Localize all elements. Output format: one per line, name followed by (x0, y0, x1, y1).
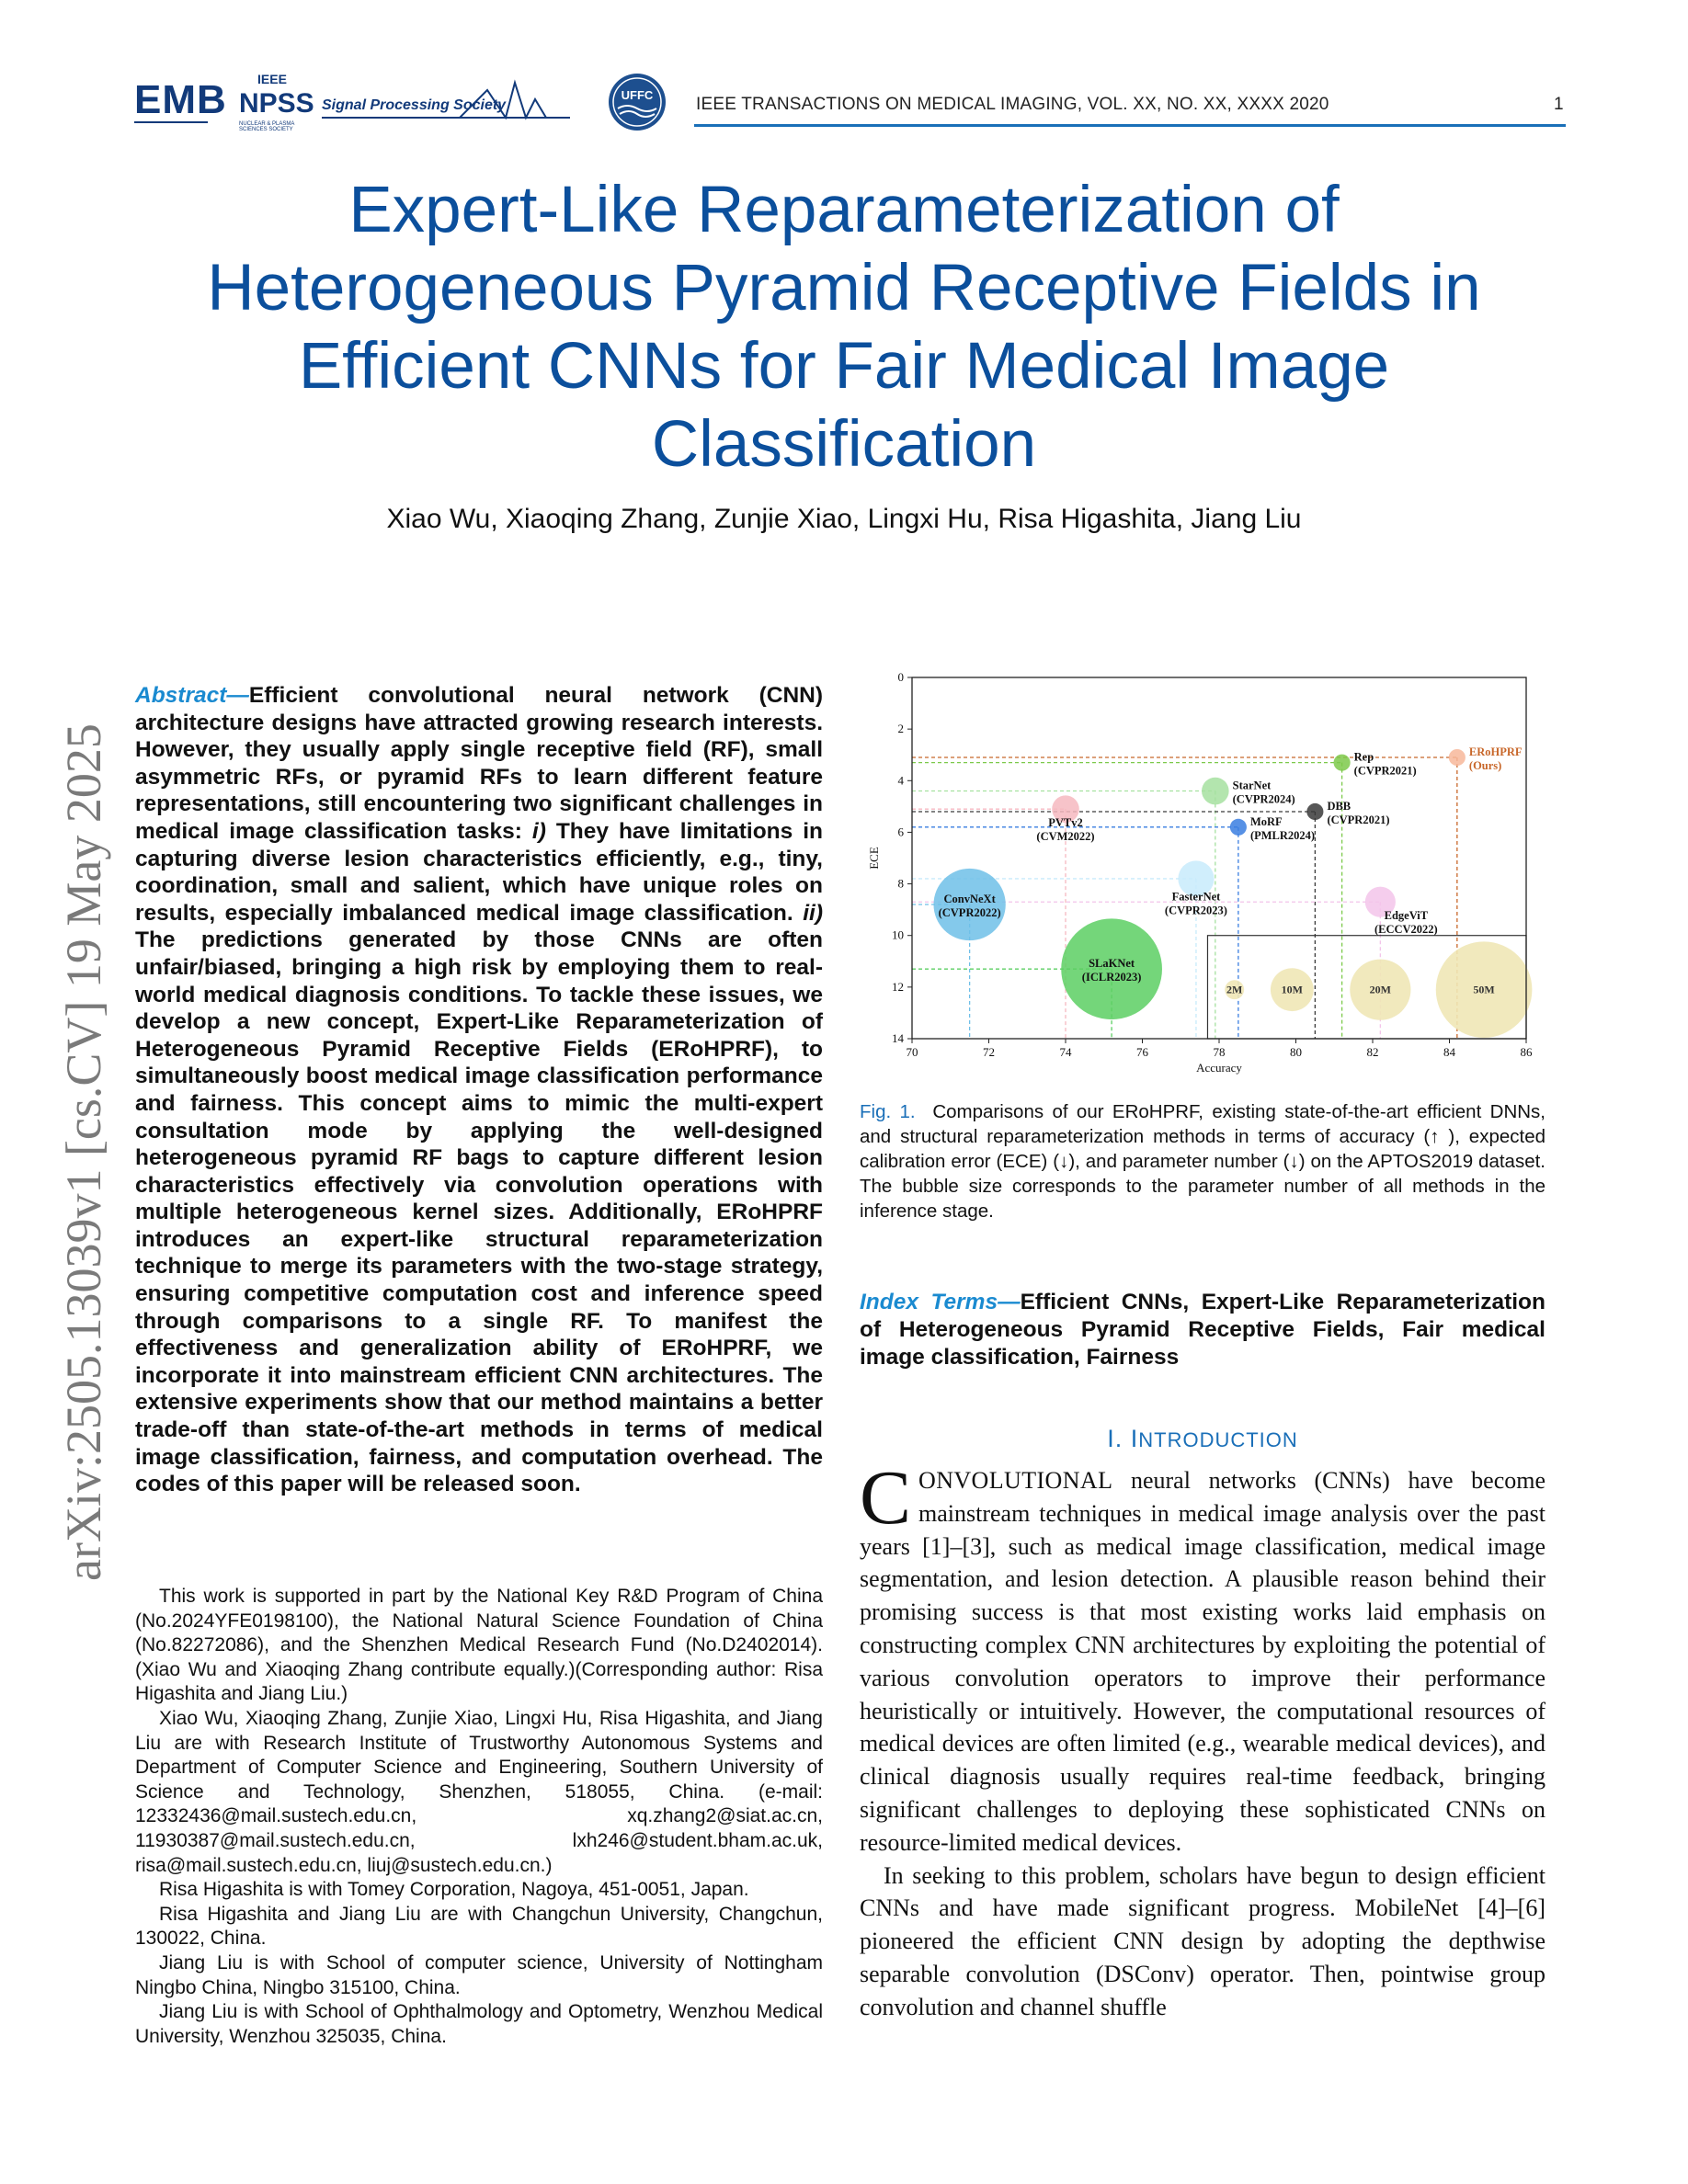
y-axis-label: ECE (867, 847, 881, 870)
intro-paragraph (860, 1455, 1545, 1860)
y-tick-label: 14 (892, 1031, 904, 1045)
x-tick-label: 84 (1443, 1045, 1455, 1059)
footnote: Jiang Liu is with School of Ophthalmology and Optometry, Wenzhou Medical University, Wenzhou 325035, China. (135, 2001, 823, 2047)
method-venue-label: (ECCV2022) (1374, 922, 1438, 936)
x-tick-label: 72 (983, 1045, 995, 1059)
section-title-rest: NTRODUCTION (1138, 1428, 1298, 1451)
x-tick-label: 70 (906, 1045, 918, 1059)
ieee-wordmark: IEEE (257, 72, 287, 86)
intro-para-1: neural networks (CNNs) have become mainstream techniques in medical image analysis over the past years [1]–[3], such as medical image classification, medical image segmentation, and lesion detection. A plausible reason behind their promising success is that most existing works laid emphasis on constructing complex CNN architectures by exploiting the potential of various convolution operators to improve their performance heuristically or intuitively. However, the computational resources of medical devices are often limited (e.g., wearable medical devices), and clinical diagnosis usually requires real-time feedback, bringing significant challenges to deploying these sophisticated CNNs on resource-limited medical devices. (860, 1467, 1545, 1856)
y-tick-label: 2 (897, 722, 904, 736)
paper-title: Expert-Like Reparameterization of Heterogeneous Pyramid Receptive Fields in Efficient CNNs for Fair Medical Image Classification (207, 174, 1481, 481)
header-logos (129, 64, 680, 138)
size-legend-label: 2M (1226, 983, 1243, 996)
author-list: Xiao Wu, Xiaoqing Zhang, Zunjie Xiao, Lingxi Hu, Risa Higashita, Jiang Liu (386, 504, 1302, 534)
abstract-marker-2: ii) (803, 900, 823, 926)
method-venue-label: (CVPR2023) (1164, 904, 1227, 917)
method-venue-label: (CVPR2021) (1327, 813, 1390, 826)
x-tick-label: 86 (1520, 1045, 1533, 1059)
footnotes (135, 1585, 823, 2049)
y-tick-label: 10 (892, 927, 904, 942)
method-name-label: EdgeViT (1384, 908, 1429, 922)
method-bubble (1202, 778, 1229, 805)
method-venue-label: (ICLR2023) (1081, 971, 1142, 984)
figure-caption-text: Comparisons of our ERoHPRF, existing state-of-the-art efficient DNNs, and structural reparameterization methods in terms of accuracy (↑ ), expected calibration error (ECE) (↓), and parameter number (↓) on the APTOS2019 dataset. The bubble size corresponds to the parameter number of all methods in the inference stage. (860, 1101, 1545, 1222)
drop-cap: C (860, 1455, 912, 1541)
bubbles (933, 745, 1522, 1019)
index-terms (860, 1289, 1545, 1371)
method-bubble (1449, 749, 1466, 766)
npss-subtitle: NUCLEAR & PLASMA SCIENCES SOCIETY (239, 121, 295, 132)
y-tick-label: 6 (897, 825, 904, 839)
method-bubble (1306, 803, 1323, 820)
npss-logo (239, 72, 314, 132)
abstract-text-3: The predictions generated by those CNNs are often unfair/biased, bringing a high risk by employing them to real-world medical diagnosis conditions. To tackle these issues, we develop a new concept, Expert-Like Reparameterization of Heterogeneous Pyramid Receptive Fields (ERoHPRF), to simultaneously boost medical image classification performance and fairness. This concept aims to mimic the multi-expert consultation mode by applying the well-designed heterogeneous pyramid RF bags to capture different lesion characteristics effectively via convolution operations with multiple heterogeneous kernel sizes. Additionally, ERoHPRF introduces an expert-like structural reparameterization technique to merge its parameters with the two-stage strategy, ensuring competitive computation cost and inference speed through comparisons to a single RF. To manifest the effectiveness and generalization ability of ERoHPRF, we incorporate it into mainstream efficient CNN architectures. The extensive experiments show that our method maintains a better trade-off than state-of-the-art methods in terms of medical image classification, fairness, and computation overhead. The codes of this paper will be released soon. (135, 927, 823, 1497)
method-venue-label: (CVM2022) (1036, 829, 1095, 843)
section-title-first: I (1130, 1425, 1139, 1452)
section-heading (860, 1425, 1545, 1453)
signal-processing-society-logo (322, 77, 588, 132)
method-name-label: PVTv2 (1048, 815, 1083, 829)
x-tick-label: 78 (1213, 1045, 1226, 1059)
index-terms-lead: Index Terms— (860, 1290, 1021, 1314)
method-venue-label: (CVPR2024) (1232, 792, 1295, 806)
method-name-label: DBB (1327, 799, 1352, 813)
abstract (135, 682, 823, 1498)
abstract-marker-1: i) (531, 818, 546, 844)
running-head: IEEE TRANSACTIONS ON MEDICAL IMAGING, VOL. XX, NO. XX, XXXX 2020 (696, 95, 1329, 114)
footnote: Xiao Wu, Xiaoqing Zhang, Zunjie Xiao, Lingxi Hu, Risa Higashita, and Jiang Liu are with Research Institute of Trustworthy Autonomous Systems and Department of Computer Science and Engineering, Southern University of Science and Technology, Shenzhen, 518055, China. (e-mail: 12332436@mail.sustech.edu.cn, xq.zhang2@siat.ac.cn, 11930387@mail.sustech.edu.cn, lxh246@student.bham.ac.uk, risa@mail.sustech.edu.cn, liuj@sustech.edu.cn.) (135, 1707, 823, 1876)
plot-frame (912, 677, 1526, 1039)
x-tick-label: 76 (1136, 1045, 1148, 1059)
header-rule (694, 124, 1566, 127)
x-tick-label: 74 (1059, 1045, 1072, 1059)
y-tick-label: 12 (892, 979, 904, 994)
method-name-label: Rep (1353, 750, 1374, 764)
emb-logo-underline (134, 121, 208, 127)
index-terms-text: Efficient CNNs, Expert-Like Reparameterization of Heterogeneous Pyramid Receptive Fields, Fair medical image classification, Fairness (860, 1290, 1545, 1370)
sps-waveform-icon (322, 77, 588, 132)
method-name-label: FasterNet (1171, 890, 1221, 904)
footnote: Risa Higashita and Jiang Liu are with Changchun University, Changchun, 130022, China. (135, 1903, 823, 1950)
footnote: Risa Higashita is with Tomey Corporation, Nagoya, 451-0051, Japan. (159, 1879, 749, 1901)
npss-wordmark: NPSS (239, 88, 314, 119)
y-tick-label: 4 (897, 773, 904, 788)
sps-wordmark: Signal Processing Society (322, 97, 507, 113)
method-bubble (1334, 755, 1351, 771)
section-number: I. (1107, 1425, 1123, 1452)
abstract-lead: Abstract— (135, 683, 249, 708)
page-number: 1 (1554, 95, 1564, 114)
size-legend-label: 20M (1369, 983, 1392, 996)
size-legend-label: 10M (1281, 983, 1303, 996)
size-legend-box (1207, 936, 1532, 1039)
figure-caption (860, 1099, 1545, 1223)
footnote: Jiang Liu is with School of computer science, University of Nottingham Ningbo China, Ningbo 315100, China. (135, 1951, 823, 1998)
y-tick-label: 0 (897, 670, 904, 684)
method-venue-label: (CVPR2021) (1353, 764, 1417, 778)
method-venue-label: (PMLR2024) (1249, 828, 1316, 842)
uffc-logo (607, 72, 667, 132)
method-bubble (1230, 819, 1247, 836)
x-tick-label: 82 (1366, 1045, 1379, 1059)
intro-paragraph: In seeking to this problem, scholars have begun to design efficient CNNs and have made significant progress. MobileNet [4]–[6] pioneered the efficient CNN design by adopting the depthwise separable convolution (DSConv) operator. Then, pointwise group convolution and channel shuffle (860, 1861, 1545, 2020)
method-venue-label: (Ours) (1468, 759, 1502, 773)
method-name-label: StarNet (1232, 779, 1272, 792)
method-venue-label: (CVPR2022) (938, 906, 1001, 920)
intro-lead-caps: ONVOLUTIONAL (918, 1467, 1113, 1494)
abstract-text-1: Efficient convolutional neural network (CNN) architecture designs have attracted growing research interests. However, they usually apply single receptive field (RF), small asymmetric RFs, or pyramid RFs to learn different feature representations, still encountering two significant challenges in medical image classification tasks: (135, 683, 823, 844)
introduction (860, 1455, 1545, 2024)
abstract-text-2: They have limitations in capturing diverse lesion characteristics efficiently, e.g., tiny, coordination, small and salient, which have unique roles on results, especially imbalanced medical image classification. (135, 818, 823, 926)
method-name-label: MoRF (1249, 814, 1283, 828)
x-axis-label: Accuracy (1196, 1061, 1242, 1075)
bubble-chart (860, 666, 1540, 1080)
figure-label: Fig. 1. (860, 1101, 916, 1122)
emb-logo: EMB (134, 77, 227, 122)
x-tick-label: 80 (1290, 1045, 1302, 1059)
method-name-label: ERoHPRF (1468, 745, 1523, 759)
y-tick-label: 8 (897, 876, 904, 891)
footnote: This work is supported in part by the National Key R&D Program of China (No.2024YFE0198100), the National Natural Science Foundation of China (No.82272086), and the Shenzhen Medical Research Fund (No.D2402014). (Xiao Wu and Xiaoqing Zhang contribute equally.)(Corresponding author: Risa Higashita and Jiang Liu.) (135, 1586, 823, 1705)
size-legend-label: 50M (1473, 983, 1495, 996)
arxiv-stamp: arXiv:2505.13039v1 [cs.CV] 19 May 2025 (56, 723, 111, 1581)
method-name-label: ConvNeXt (943, 893, 996, 906)
method-name-label: SLaKNet (1089, 957, 1135, 971)
uffc-wordmark: UFFC (621, 88, 654, 102)
